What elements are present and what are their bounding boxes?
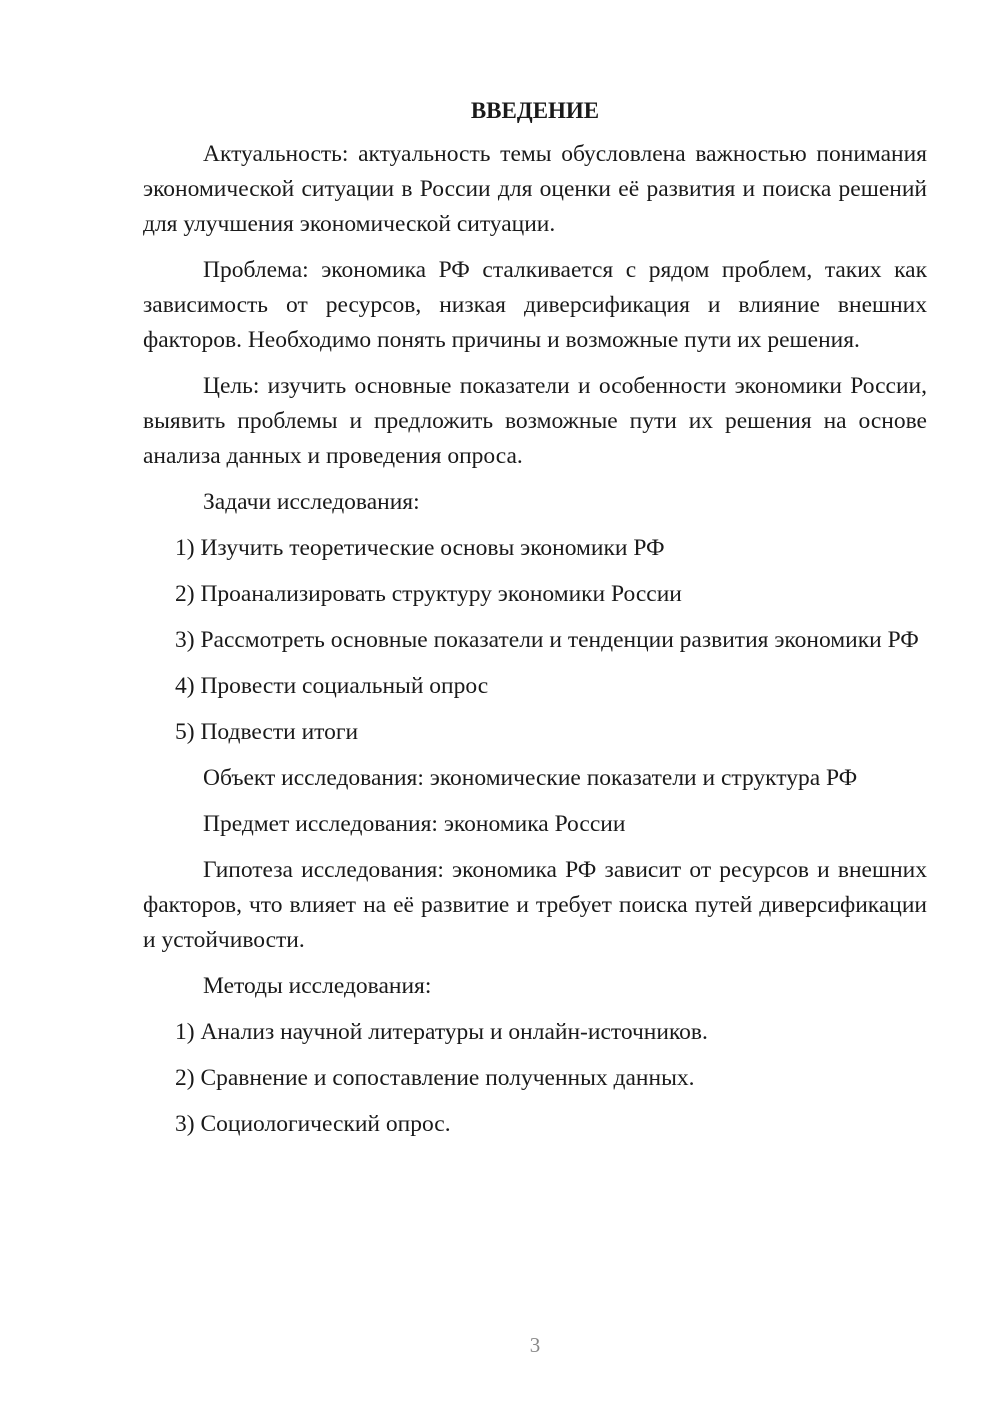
document-body (143, 93, 927, 1142)
task-item: 1) Изучить теоретические основы экономики РФ (175, 535, 665, 561)
page-number: 3 (529, 1333, 541, 1357)
section-title: ВВЕДЕНИЕ (470, 98, 600, 123)
paragraph-problem: Проблема: экономика РФ сталкивается с рядом проблем, таких как зависимость от ресурсов, низкая диверсификация и влияние внешних факторов. Необходимо понять причины и возможные пути их решения. (143, 257, 927, 353)
paragraph-hypothesis: Гипотеза исследования: экономика РФ зависит от ресурсов и внешних факторов, что влияет на её развитие и требует поиска путей диверсификации и устойчивости. (143, 857, 927, 953)
paragraph-relevance: Актуальность: актуальность темы обусловлена важностью понимания экономической ситуации в России для оценки её развития и поиска решений для улучшения экономической ситуации. (143, 141, 927, 237)
research-object: Объект исследования: экономические показатели и структура РФ (203, 765, 858, 791)
research-subject: Предмет исследования: экономика России (203, 811, 626, 837)
task-item: 5) Подвести итоги (175, 719, 359, 745)
method-item: 1) Анализ научной литературы и онлайн-источников. (175, 1019, 708, 1045)
method-item: 2) Сравнение и сопоставление полученных данных. (175, 1065, 695, 1091)
paragraph-goal: Цель: изучить основные показатели и особенности экономики России, выявить проблемы и предложить возможные пути их решения на основе анализа данных и проведения опроса. (143, 373, 927, 469)
task-item: 2) Проанализировать структуру экономики России (175, 581, 682, 607)
method-item: 3) Социологический опрос. (175, 1111, 451, 1137)
task-item: 4) Провести социальный опрос (175, 673, 489, 699)
task-item: 3) Рассмотреть основные показатели и тенденции развития экономики РФ (175, 627, 919, 653)
tasks-heading: Задачи исследования: (203, 489, 420, 515)
methods-heading: Методы исследования: (203, 973, 432, 999)
